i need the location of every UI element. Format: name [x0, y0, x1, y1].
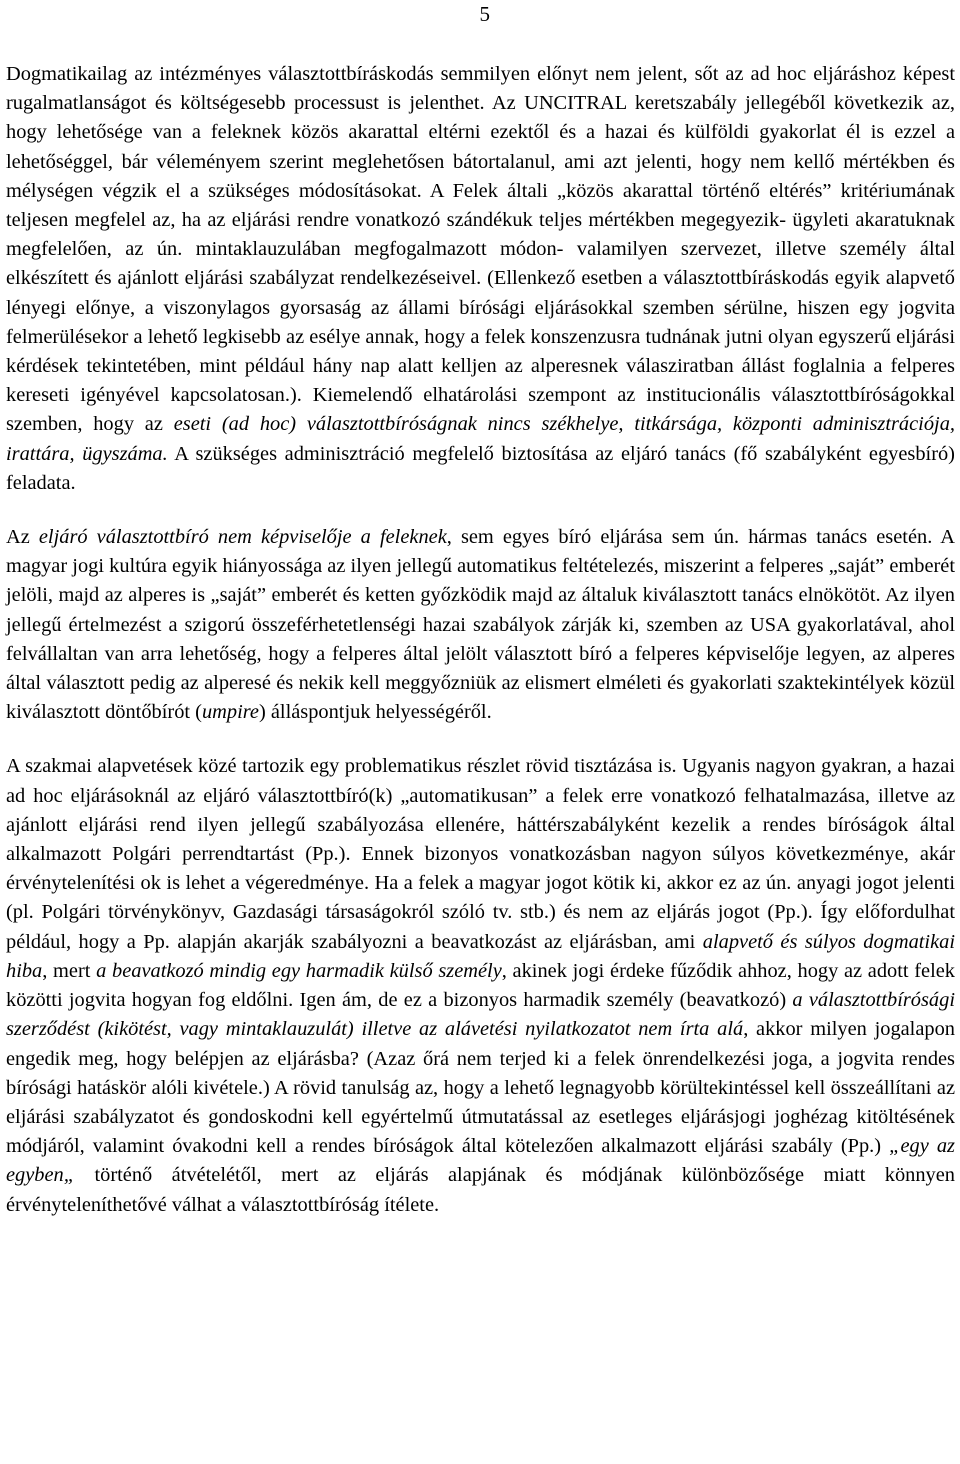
text-run-italic: a beavatkozó mindig egy harmadik külső személy	[96, 959, 502, 982]
text-run: , akinek jogi érdeke fűződik ahhoz, hogy az adott felek közötti jogvita hogyan fog eldőlni. Igen ám, de ez a bizonyos harmadik személy (beavatkozó)	[6, 959, 955, 1012]
text-run: , mert	[42, 959, 97, 982]
paragraph	[6, 60, 955, 498]
text-run: Dogmatikailag az intézményes választottbíráskodás semmilyen előnyt nem jelent, sőt az ad hoc eljáráshoz képest rugalmatlanságot és költségesebb processust is jelenthet. Az UNCITRAL keretszabály jellegéből következik az, hogy lehetősége van a feleknek közös akarattal eltérni ezektől és a hazai és külföldi gyakorlat él is ezzel a lehetőséggel, bár véleményem szerint meglehetősen bátortalanul, ami azt jelenti, hogy nem kellő mértékben és mélységen végzik el a szükséges módosításokat. A Felek általi „közös akarattal történő eltérés” kritériumának teljesen megfelel az, ha az eljárási rendre vonatkozó szándékuk teljes mértékben megegyezik- ügyleti akaratuknak megfelelően, az ún. mintaklauzulában megfogalmazott módon- valamilyen szervezet, illetve személy által elkészített és ajánlott eljárási szabályzat rendelkezéseivel. (Ellenkező esetben a választottbíráskodás egyik alapvető lényegi előnye, a viszonylagos gyorsaság az állami bírósági eljárásokkal szemben sérülne, hiszen egy jogvita felmerülésekor a lehető legkisebb az esélye annak, hogy a felek konszenzusra tudnának jutni olyan egyszerű eljárási kérdések tekintetében, mint például hány nap alatt kelljen az alperesnek válasziratban állást foglalnia a felperes kereseti igényével kapcsolatosan.). Kiemelendő elhatárolási szempont az institucionális választottbíróságokkal szemben, hogy az	[6, 63, 955, 436]
text-run: , akkor milyen jogalapon engedik meg, hogy belépjen az eljárásba? (Azaz őrá nem terjed ki a felek önrendelkezési joga, a jogvita rendes bírósági hatáskör alóli kivétele.) A rövid tanulság az, hogy a lehető legnagyobb körültekintéssel kell összeállítani az eljárási szabályzatot és gondoskodni kell egyértelmű útmutatással az esetleges eljárásjogi joghézag kitöltésének módjáról, valamint óvakodni kell a rendes bíróságok által kötelezően alkalmazott eljárási szabály (Pp.)	[6, 1018, 955, 1158]
text-run-italic: umpire	[201, 701, 259, 724]
text-run-italic: a választottbírósági szerződést (kikötést, vagy mintaklauzulát) illetve az alávetési nyilatkozatot nem írta alá	[6, 989, 955, 1041]
paragraph	[6, 752, 955, 1219]
text-run: , sem egyes bíró eljárása sem ún. hármas tanács esetén. A magyar jogi kultúra egyik hiányossága az ilyen jellegű automatikus feltételezés, miszerint a felperes „saját” emberét jelöli, majd az alperes is „saját” emberét és ketten győzködik majd az általuk kiválasztott tanács elnökötöt. Az ilyen jellegű értelmezést a szigorú összeférhetetlenségi hazai szabályok zárják ki, szemben az USA gyakorlatával, ahol felvállaltan van arra lehetőség, hogy a felperes által jelölt választott bíró a felperes képviselője legyen, az alperes által választott pedig az alperesé és nekik kell meggyőzniük az elismert elméleti és gyakorlati szaktekintélyek közül kiválasztott döntőbírót (	[6, 526, 955, 724]
text-run: ) álláspontjuk helyességéről.	[258, 701, 492, 724]
text-run: Az	[6, 526, 39, 549]
text-run-italic: alapvető és súlyos dogmatikai hiba	[6, 930, 956, 982]
text-run: A szakmai alapvetések közé tartozik egy problematikus részlet rövid tisztázása is. Ugyanis nagyon gyakran, a hazai ad hoc eljárásoknál az eljáró választottbíró(k) „automatikusan” a felek erre vonatkozó felhatalmazása, illetve az ajánlott eljárási rend ilyen jellegű szabályozása ellenére, háttérszabályként kezelik a rendes bíróságok által alkalmazott Polgári perrendtartást (Pp.). Ennek bizonyos vonatkozásban nagyon súlyos következménye, akár érvénytelenítési ok is lehet a végeredménye. Ha a felek a magyar jogot kötik ki, akkor ez az ún. anyagi jogot jelenti (pl. Polgári törvénykönyv, Gazdasági társaságokról szóló tv. stb.) és nem az eljárás jogot (Pp.). Így előfordulhat például, hogy a Pp. alapján akarják szabályozni a beavatkozást az eljárásban, ami	[6, 755, 955, 953]
text-run-italic: „egy az egyben„	[6, 1135, 955, 1187]
text-run: A szükséges adminisztráció megfelelő biztosítása az eljáró tanács (fő szabályként egyesbíró) feladata.	[6, 442, 955, 494]
text-run: történő átvételétől, mert az eljárás alapjának és módjának különbözősége miatt könnyen érvényteleníthetővé válhat a választottbíróság ítélete.	[6, 1164, 955, 1216]
text-run-italic: eljáró választottbíró nem képviselője a feleknek	[38, 526, 447, 549]
page-body	[6, 60, 955, 1220]
page-number: 5	[479, 2, 490, 26]
text-run-italic: eseti (ad hoc) választottbíróságnak nincs székhelye, titkársága, központi adminisztrációja, irattára, ügyszáma.	[6, 413, 955, 465]
paragraph	[6, 523, 955, 727]
